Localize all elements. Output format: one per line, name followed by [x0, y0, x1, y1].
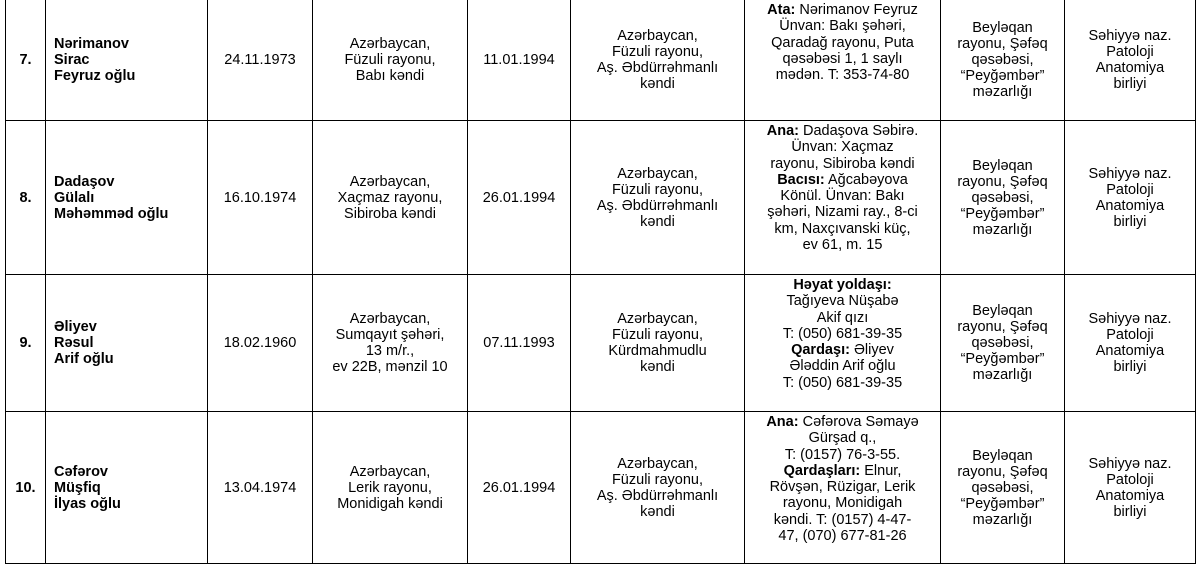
birth-date: 18.02.1960 — [208, 275, 313, 412]
text-line: Patoloji — [1106, 471, 1154, 488]
contact-text: rayonu, Sibiroba kəndi — [770, 155, 915, 172]
contact-label: Həyat yoldaşı: — [793, 277, 892, 293]
text-line: Rəsul — [54, 335, 94, 351]
text-line: qəsəbəsi, — [971, 52, 1034, 68]
burial-place — [941, 121, 1065, 275]
text-line: “Peyğəmbər” — [960, 495, 1045, 512]
text-line: Cəfərov — [54, 463, 108, 480]
text-line: Füzuli rayonu, — [344, 52, 436, 68]
text-line: rayonu, Şəfəq — [957, 319, 1048, 335]
contact-line — [748, 123, 937, 139]
contact-text: Gürşad q., — [808, 430, 877, 447]
contact-text: ev 61, m. 15 — [802, 237, 883, 254]
contact-label: Ana: — [766, 123, 799, 139]
birth-date: 24.11.1973 — [208, 0, 313, 121]
text-line: kəndi — [640, 359, 675, 375]
row-number: 8. — [6, 121, 46, 275]
text-line: birliyi — [1113, 503, 1147, 520]
contact-text: şəhəri, Nizami ray., 8-ci — [767, 204, 918, 221]
contact-line — [748, 479, 937, 495]
organization — [1065, 275, 1196, 412]
text-line: Füzuli rayonu, — [611, 181, 704, 198]
table-body — [6, 0, 1196, 564]
event-date: 26.01.1994 — [468, 412, 571, 564]
text-line: Azərbaycan, — [349, 36, 431, 52]
text-line: Anatomiya — [1095, 197, 1165, 214]
table-row — [6, 275, 1196, 412]
contact-line — [748, 156, 937, 172]
text-line: İlyas oğlu — [54, 495, 121, 512]
organization — [1065, 412, 1196, 564]
contact-info — [745, 121, 941, 275]
burial-place — [941, 412, 1065, 564]
text-line: Azərbaycan, — [349, 173, 431, 190]
contact-line — [748, 204, 937, 220]
contact-text: Ünvan: Xaçmaz — [791, 139, 894, 156]
contact-text: Dadaşova Səbirə. — [798, 123, 919, 139]
contact-text: Elnur, — [860, 462, 902, 479]
birth-date: 16.10.1974 — [208, 121, 313, 275]
contact-line — [748, 172, 937, 188]
text-line: Müşfiq — [54, 479, 101, 496]
organization — [1065, 0, 1196, 121]
contact-text: Nərimanov Feyruz — [795, 2, 918, 18]
contact-label: Bacısı: — [777, 171, 825, 188]
contact-text: T: (0157) 76-3-55. — [784, 446, 901, 463]
text-line: Sirac — [54, 52, 90, 68]
text-line: kəndi — [640, 76, 675, 92]
contact-text: T: (050) 681-39-35 — [782, 374, 903, 391]
contact-text: Tağıyeva Nüşabə — [786, 293, 899, 310]
text-line: Nərimanov — [54, 36, 129, 52]
contact-info — [745, 275, 941, 412]
text-line: məzarlığı — [972, 511, 1033, 528]
contact-text: qəsəbəsi 1, 1 saylı — [782, 50, 903, 67]
event-place — [571, 412, 745, 564]
text-line: Anatomiya — [1095, 343, 1165, 359]
contact-text: Qaradağ rayonu, Puta — [771, 34, 914, 51]
text-line: məzarlığı — [972, 221, 1033, 238]
contact-line — [748, 358, 937, 374]
birth-place — [313, 275, 468, 412]
text-line: kəndi — [640, 213, 675, 230]
contact-label: Qardaşları: — [783, 462, 861, 479]
text-line: Səhiyyə naz. — [1088, 28, 1172, 44]
text-line: ev 22B, mənzil 10 — [332, 359, 448, 375]
contact-line — [748, 188, 937, 204]
birth-place — [313, 0, 468, 121]
text-line: kəndi — [640, 503, 675, 520]
contact-line — [748, 326, 937, 342]
text-line: Aş. Əbdürrəhmanlı — [596, 60, 719, 76]
text-line: rayonu, Şəfəq — [957, 36, 1048, 52]
text-line: qəsəbəsi, — [971, 189, 1034, 206]
text-line: Anatomiya — [1095, 60, 1165, 76]
birth-date: 13.04.1974 — [208, 412, 313, 564]
birth-place — [313, 121, 468, 275]
text-line: Azərbaycan, — [617, 28, 698, 44]
text-line: Arif oğlu — [54, 351, 114, 367]
text-line: Patoloji — [1106, 181, 1154, 198]
text-line: Səhiyyə naz. — [1088, 455, 1172, 472]
text-line: Beyləqan — [972, 20, 1033, 36]
contact-text: T: (050) 681-39-35 — [782, 325, 903, 342]
row-number: 7. — [6, 0, 46, 121]
contact-line — [748, 512, 937, 528]
text-line: məzarlığı — [972, 367, 1033, 383]
contact-line — [748, 237, 937, 253]
contact-line — [748, 342, 937, 358]
text-line: Beyləqan — [972, 447, 1033, 464]
text-line: “Peyğəmbər” — [960, 68, 1045, 84]
burial-place — [941, 275, 1065, 412]
text-line: Aş. Əbdürrəhmanlı — [596, 487, 719, 504]
contact-label: Qardaşı: — [791, 342, 850, 359]
text-line: Sibiroba kəndi — [344, 205, 436, 222]
text-line: Patoloji — [1106, 327, 1154, 343]
contact-text: kəndi. T: (0157) 4-47- — [773, 511, 912, 528]
contact-line — [748, 18, 937, 34]
event-date: 11.01.1994 — [468, 0, 571, 121]
contact-text: Ağcabəyova — [824, 171, 908, 188]
text-line: Anatomiya — [1095, 487, 1165, 504]
event-date: 07.11.1993 — [468, 275, 571, 412]
text-line: Lerik rayonu, — [348, 479, 432, 496]
text-line: qəsəbəsi, — [971, 479, 1034, 496]
contact-label: Ana: — [766, 414, 799, 430]
text-line: birliyi — [1113, 213, 1147, 230]
text-line: Babı kəndi — [355, 68, 425, 84]
text-line: Dadaşov — [54, 173, 115, 190]
text-line: Sumqayıt şəhəri, — [335, 327, 445, 343]
text-line: Səhiyyə naz. — [1088, 311, 1172, 327]
text-line: Feyruz oğlu — [54, 68, 136, 84]
contact-line — [748, 430, 937, 446]
contact-line — [748, 447, 937, 463]
text-line: Füzuli rayonu, — [611, 44, 704, 60]
table-row — [6, 412, 1196, 564]
contact-line — [748, 51, 937, 67]
burial-place — [941, 0, 1065, 121]
event-place — [571, 275, 745, 412]
text-line: 13 m/r., — [365, 343, 415, 359]
event-date: 26.01.1994 — [468, 121, 571, 275]
text-line: Səhiyyə naz. — [1088, 165, 1172, 182]
contact-line — [748, 310, 937, 326]
contact-text: km, Naxçıvanski küç, — [774, 220, 911, 237]
text-line: birliyi — [1113, 359, 1147, 375]
text-line: birliyi — [1113, 76, 1147, 92]
contact-line — [748, 277, 937, 293]
text-line: Azərbaycan, — [617, 165, 698, 182]
event-place — [571, 121, 745, 275]
contact-line — [748, 528, 937, 544]
contact-text: Əliyev — [849, 342, 894, 359]
organization — [1065, 121, 1196, 275]
text-line: “Peyğəmbər” — [960, 351, 1045, 367]
table-row — [6, 0, 1196, 121]
contact-line — [748, 67, 937, 83]
contact-line — [748, 221, 937, 237]
text-line: Əliyev — [54, 319, 97, 335]
person-name — [46, 412, 208, 564]
contact-line — [748, 293, 937, 309]
contact-text: Ünvan: Bakı şəhəri, — [779, 18, 906, 35]
contact-text: Cəfərova Səmayə — [798, 414, 919, 430]
text-line: rayonu, Şəfəq — [957, 173, 1048, 190]
contact-line — [748, 35, 937, 51]
text-line: Xaçmaz rayonu, — [337, 189, 443, 206]
text-line: Azərbaycan, — [349, 463, 431, 480]
text-line: Monidigah kəndi — [337, 495, 443, 512]
contact-text: mədən. T: 353-74-80 — [775, 67, 910, 84]
contact-line — [748, 495, 937, 511]
birth-place — [313, 412, 468, 564]
text-line: Azərbaycan, — [349, 311, 431, 327]
contact-text: Ələddin Arif oğlu — [789, 358, 896, 375]
contact-text: rayonu, Monidigah — [782, 495, 903, 512]
contact-label: Ata: — [767, 2, 796, 18]
person-name — [46, 0, 208, 121]
text-line: Azərbaycan, — [617, 455, 698, 472]
text-line: Kürdmahmudlu — [608, 343, 707, 359]
text-line: “Peyğəmbər” — [960, 205, 1045, 222]
text-line: Beyləqan — [972, 157, 1033, 174]
contact-line — [748, 414, 937, 430]
contact-line — [748, 2, 937, 18]
text-line: Azərbaycan, — [617, 311, 698, 327]
row-number: 10. — [6, 412, 46, 564]
contact-info — [745, 412, 941, 564]
text-line: Patoloji — [1106, 44, 1154, 60]
contact-line — [748, 463, 937, 479]
contact-text: 47, (070) 677-81-26 — [778, 528, 907, 545]
text-line: rayonu, Şəfəq — [957, 463, 1048, 480]
text-line: Gülalı — [54, 189, 95, 206]
text-line: qəsəbəsi, — [971, 335, 1034, 351]
person-name — [46, 275, 208, 412]
text-line: Beyləqan — [972, 303, 1033, 319]
event-place — [571, 0, 745, 121]
table-row — [6, 121, 1196, 275]
contact-info — [745, 0, 941, 121]
row-number: 9. — [6, 275, 46, 412]
contact-text: Rövşən, Rüzigar, Lerik — [769, 479, 916, 496]
contact-line — [748, 375, 937, 391]
text-line: məzarlığı — [972, 84, 1033, 100]
contact-line — [748, 139, 937, 155]
text-line: Aş. Əbdürrəhmanlı — [596, 197, 719, 214]
text-line: Məhəmməd oğlu — [54, 205, 169, 222]
text-line: Füzuli rayonu, — [611, 327, 704, 343]
records-table — [5, 0, 1196, 564]
person-name — [46, 121, 208, 275]
text-line: Füzuli rayonu, — [611, 471, 704, 488]
contact-text: Könül. Ünvan: Bakı — [780, 188, 905, 205]
contact-text: Akif qızı — [816, 309, 869, 326]
